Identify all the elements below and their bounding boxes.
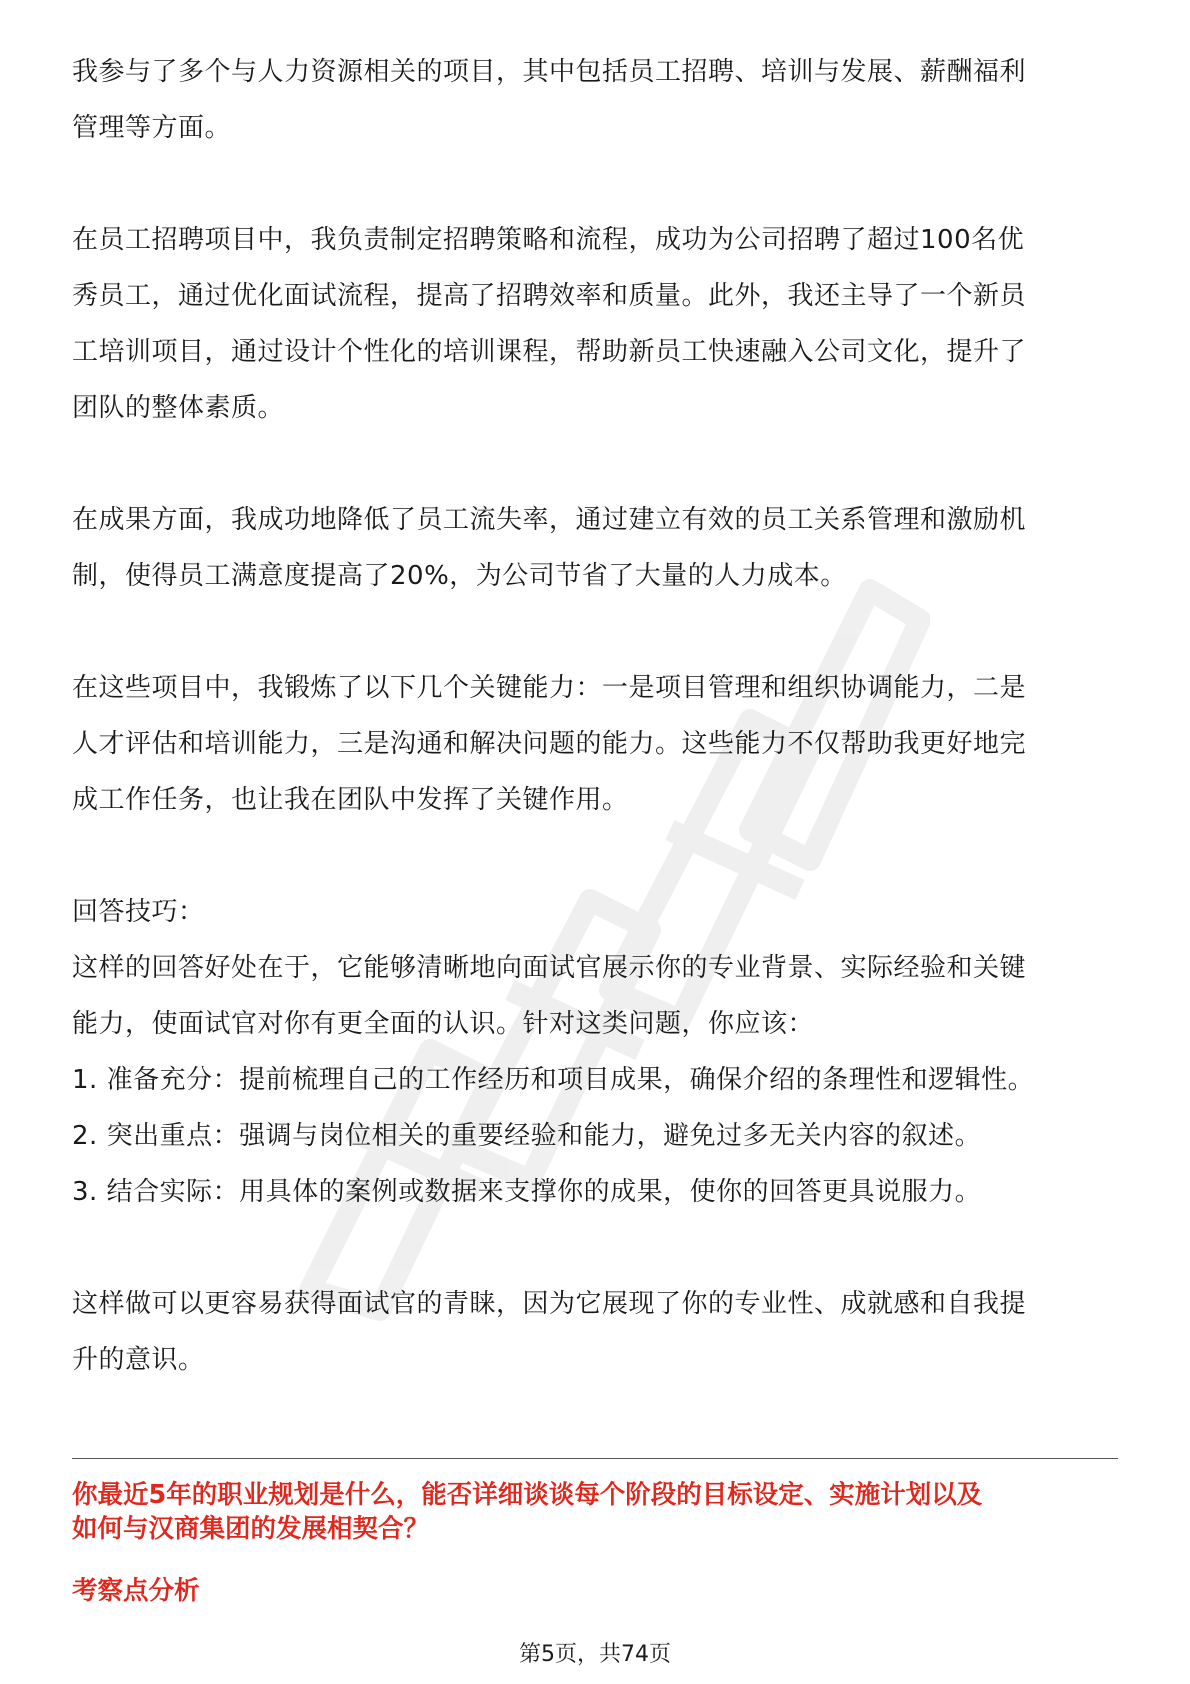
question-line: 你最近5年的职业规划是什么，能否详细谈谈每个阶段的目标设定、实施计划以及 [72, 1480, 983, 1510]
text-line: 在这些项目中，我锻炼了以下几个关键能力：一是项目管理和组织协调能力，二是 [72, 673, 1027, 703]
paragraph-2 [72, 212, 1118, 436]
tips-item: 1. 准备充分：提前梳理自己的工作经历和项目成果，确保介绍的条理性和逻辑性。 [72, 1065, 1035, 1095]
text-line: 人才评估和培训能力，三是沟通和解决问题的能力。这些能力不仅帮助我更好地完 [72, 729, 1027, 759]
text-line: 能力，使面试官对你有更全面的认识。针对这类问题，你应该： [72, 1009, 815, 1039]
text-line: 升的意识。 [72, 1345, 205, 1375]
tips-item: 2. 突出重点：强调与岗位相关的重要经验和能力，避免过多无关内容的叙述。 [72, 1121, 982, 1151]
text-line: 我参与了多个与人力资源相关的项目，其中包括员工招聘、培训与发展、薪酬福利 [72, 57, 1027, 87]
question-line: 如何与汉商集团的发展相契合？ [72, 1514, 430, 1544]
analysis-section-title: 考察点分析 [72, 1576, 200, 1606]
paragraph-1 [72, 44, 1118, 156]
text-line: 秀员工，通过优化面试流程，提高了招聘效率和质量。此外，我还主导了一个新员 [72, 281, 1027, 311]
tips-heading: 回答技巧： [72, 897, 205, 927]
text-line: 成工作任务，也让我在团队中发挥了关键作用。 [72, 785, 629, 815]
section-divider [72, 1458, 1118, 1459]
tips-block [72, 884, 1118, 1220]
text-line: 在员工招聘项目中，我负责制定招聘策略和流程，成功为公司招聘了超过100名优 [72, 225, 1025, 255]
text-line: 在成果方面，我成功地降低了员工流失率，通过建立有效的员工关系管理和激励机 [72, 505, 1027, 535]
paragraph-4 [72, 660, 1118, 828]
text-line: 制，使得员工满意度提高了20%，为公司节省了大量的人力成本。 [72, 561, 847, 591]
text-line: 工培训项目，通过设计个性化的培训课程，帮助新员工快速融入公司文化，提升了 [72, 337, 1027, 367]
text-line: 团队的整体素质。 [72, 393, 285, 423]
next-question-heading [72, 1478, 1132, 1546]
tips-item: 3. 结合实际：用具体的案例或数据来支撑你的成果，使你的回答更具说服力。 [72, 1177, 982, 1207]
text-line: 这样做可以更容易获得面试官的青睐，因为它展现了你的专业性、成就感和自我提 [72, 1289, 1027, 1319]
text-line: 管理等方面。 [72, 113, 232, 143]
main-content [72, 44, 1118, 1388]
text-line: 这样的回答好处在于，它能够清晰地向面试官展示你的专业背景、实际经验和关键 [72, 953, 1027, 983]
closing-paragraph [72, 1276, 1118, 1388]
page-number-footer: 第5页，共74页 [519, 1642, 671, 1667]
paragraph-3 [72, 492, 1118, 604]
